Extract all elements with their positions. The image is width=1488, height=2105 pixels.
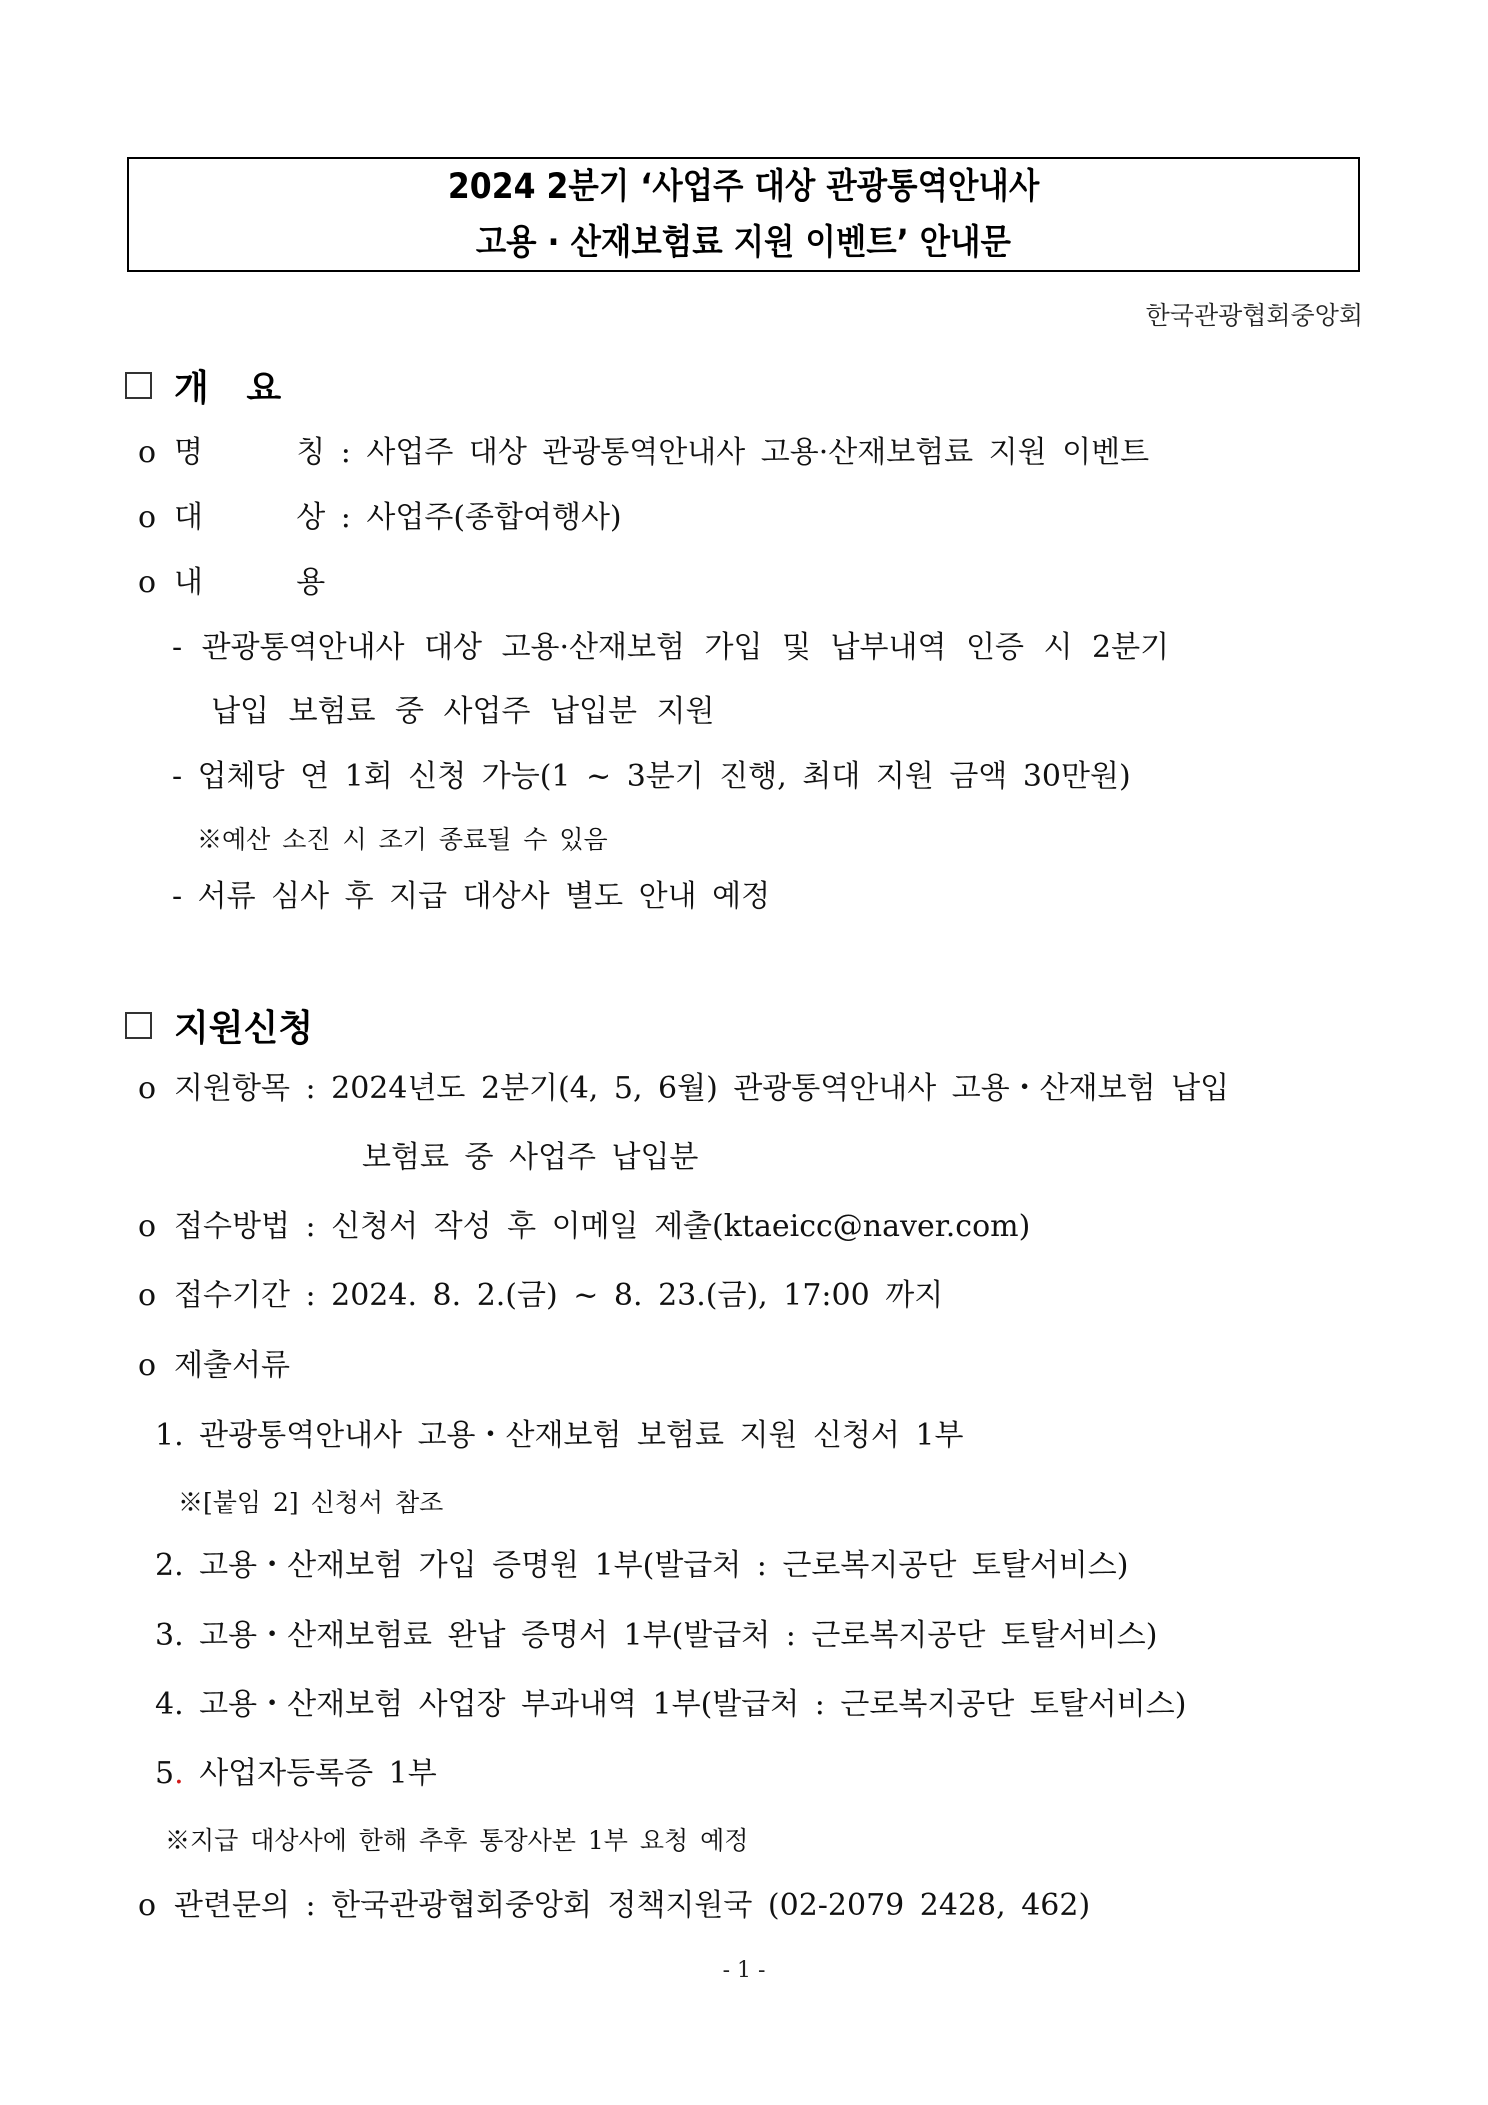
item-label: 명 칭: [174, 435, 326, 470]
application-support-item: [138, 1069, 1229, 1109]
application-submission-period: [138, 1276, 943, 1316]
item-text: 고용・산재보험료 완납 증명서 1부(발급처 : 근로복지공단 토탈서비스): [199, 1618, 1158, 1653]
content-detail-1: - 관광통역안내사 대상 고용·산재보험 가입 및 납부내역 인증 시 2분기: [172, 630, 1170, 665]
application-documents: [138, 1346, 290, 1386]
item-separator: :: [289, 1209, 332, 1244]
bullet-icon: o: [138, 435, 157, 470]
organization-name: 한국관광협회중앙회: [1145, 301, 1363, 330]
title-box: [127, 157, 1360, 272]
item-value: 사업주(종합여행사): [366, 500, 622, 535]
bullet-icon: o: [138, 500, 157, 535]
item-value: 한국관광협회중앙회 정책지원국 (02-2079 2428, 462): [331, 1888, 1091, 1923]
item-label: 접수기간: [174, 1278, 290, 1313]
document-item-1: [155, 1416, 964, 1456]
document-item-5: [155, 1754, 437, 1794]
document-note-1: ※[붙임 2] 신청서 참조: [178, 1488, 444, 1517]
title-line-2: 고용 · 산재보험료 지원 이벤트’ 안내문: [475, 222, 1012, 263]
item-separator: :: [325, 435, 367, 470]
document-note-5: ※지급 대상사에 한해 추후 통장사본 1부 요청 예정: [165, 1826, 749, 1855]
item-separator: :: [289, 1071, 332, 1106]
item-separator: :: [289, 1888, 332, 1923]
bullet-icon: o: [138, 1278, 157, 1313]
overview-item-content: [138, 563, 325, 603]
item-text: 사업자등록증 1부: [199, 1756, 437, 1791]
item-number: 1.: [155, 1418, 184, 1453]
item-value: 신청서 작성 후 이메일 제출(ktaeicc@naver.com): [331, 1209, 1031, 1244]
item-value: 사업주 대상 관광통역안내사 고용·산재보험료 지원 이벤트: [366, 435, 1150, 470]
checkbox-icon: [125, 1012, 152, 1039]
item-label: 제출서류: [174, 1348, 290, 1383]
section-application-heading: [125, 1000, 313, 1051]
content-detail-2: - 업체당 연 1회 신청 가능(1 ~ 3분기 진행, 최대 지원 금액 30만원): [172, 759, 1131, 794]
item-number-dot: .: [174, 1756, 184, 1791]
item-label: 내 용: [174, 565, 326, 600]
title-line-1: 2024 2분기 ‘사업주 대상 관광통역안내사: [447, 166, 1040, 207]
overview-item-name: [138, 433, 1149, 473]
document-item-2: [155, 1546, 1128, 1586]
item-label: 관련문의: [174, 1888, 290, 1923]
item-value: 2024년도 2분기(4, 5, 6월) 관광통역안내사 고용・산재보험 납입: [331, 1071, 1230, 1106]
content-note: ※예산 소진 시 조기 종료될 수 있음: [197, 825, 608, 854]
item-number: 4.: [155, 1687, 184, 1722]
overview-item-target: [138, 498, 622, 538]
checkbox-icon: [125, 372, 152, 399]
bullet-icon: o: [138, 565, 157, 600]
page-number: - 1 -: [722, 1958, 766, 1983]
section-overview-heading: [125, 360, 281, 411]
item-number: 2.: [155, 1548, 184, 1583]
item-number: 5: [155, 1756, 175, 1791]
item-value: 2024. 8. 2.(금) ~ 8. 23.(금), 17:00 까지: [331, 1278, 944, 1313]
item-label: 대 상: [174, 500, 326, 535]
bullet-icon: o: [138, 1348, 157, 1383]
application-inquiry: [138, 1886, 1090, 1926]
item-separator: :: [289, 1278, 332, 1313]
content-detail-1-cont: 납입 보험료 중 사업주 납입분 지원: [172, 694, 715, 729]
bullet-icon: o: [138, 1209, 157, 1244]
item-label: 접수방법: [174, 1209, 290, 1244]
item-text: 고용・산재보험 사업장 부과내역 1부(발급처 : 근로복지공단 토탈서비스): [199, 1687, 1187, 1722]
content-detail-3: - 서류 심사 후 지급 대상사 별도 안내 예정: [172, 879, 771, 914]
section-title: 지원신청: [174, 1008, 314, 1049]
section-title: 개 요: [174, 368, 282, 409]
bullet-icon: o: [138, 1071, 157, 1106]
application-submission-method: [138, 1207, 1030, 1247]
item-number: 3.: [155, 1618, 184, 1653]
application-support-item-cont: 보험료 중 사업주 납입분: [362, 1140, 699, 1175]
item-label: 지원항목: [174, 1071, 290, 1106]
item-text: 관광통역안내사 고용・산재보험 보험료 지원 신청서 1부: [199, 1418, 964, 1453]
item-separator: :: [325, 500, 367, 535]
item-text: 고용・산재보험 가입 증명원 1부(발급처 : 근로복지공단 토탈서비스): [199, 1548, 1129, 1583]
document-item-3: [155, 1616, 1157, 1656]
bullet-icon: o: [138, 1888, 157, 1923]
document-item-4: [155, 1685, 1186, 1725]
